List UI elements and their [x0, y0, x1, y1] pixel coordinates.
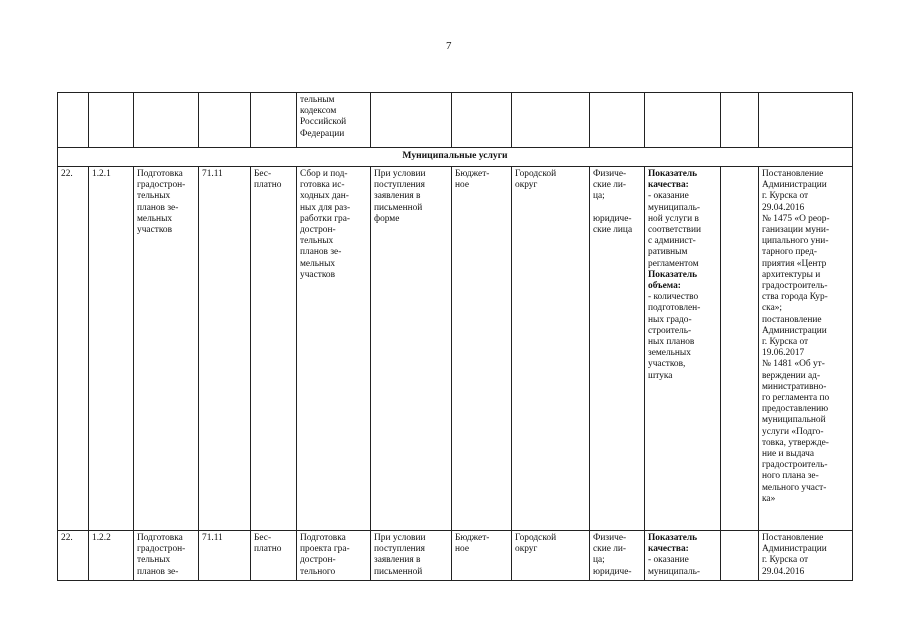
cell — [89, 93, 134, 148]
cell — [251, 93, 297, 148]
quality-indicator-label: Показатель качества: — [648, 169, 698, 191]
cell-conditions: При условии поступления заявления в письменной — [371, 531, 452, 581]
quality-indicator-text: - оказание муниципаль- ной услуги в соответствии с админист- ративным регламентом — [648, 191, 701, 269]
section-title: Муниципальные услуги — [58, 148, 853, 167]
cell-number: 22. — [58, 167, 89, 531]
cell-service-name: Подготовка градострон- тельных планов зе- мельных участков — [134, 167, 199, 531]
cell-legal-basis: Постановление Администрации г. Курска от 29.04.2016 № 1475 «О реор- ганизации муни- ципального уни- тарного пред- приятия «Центр архитектуры и градостроитель- ства города Кур- ска»; постановление Администрации г. Курска от 19.06.2017 № 1481 «Об ут- верждении ад- министративно- го регламента по предоставлению муниципальной услуги «Подго- товка, утвержде- ние и выдача градостроитель- ного плана зе- мельного участ- ка» — [759, 167, 853, 531]
cell-content: Подготовка проекта гра- дострон- тельного — [297, 531, 371, 581]
table-row — [58, 167, 853, 531]
cell-legal-basis: Постановление Администрации г. Курска от 29.04.2016 — [759, 531, 853, 581]
page-number: 7 — [446, 40, 452, 52]
cell-number: 22. — [58, 531, 89, 581]
cell — [721, 93, 759, 148]
section-header-row — [58, 148, 853, 167]
cell — [134, 93, 199, 148]
cell-consumers: Физиче- ские ли- ца; юридиче- — [590, 531, 645, 581]
cell — [58, 93, 89, 148]
cell-territory: Городской округ — [512, 531, 590, 581]
volume-indicator-text: - количество подготовлен- ных градо- строитель- ных планов земельных участков, штука — [648, 292, 701, 381]
cell-okved: 71.11 — [199, 167, 251, 531]
cell-budget: Бюджет- ное — [452, 167, 512, 531]
cell-extra — [721, 167, 759, 531]
cell-service-name: Подготовка градострон- тельных планов зе- — [134, 531, 199, 581]
cell-territory: Городской округ — [512, 167, 590, 531]
volume-indicator-label: Показатель объема: — [648, 269, 698, 292]
cell-payment: Бес- платно — [251, 531, 297, 581]
cell — [759, 93, 853, 148]
cell-okved: 71.11 — [199, 531, 251, 581]
cell-conditions: При условии поступления заявления в письменной форме — [371, 167, 452, 531]
table-row-continuation — [58, 93, 853, 148]
cell-budget: Бюджет- ное — [452, 531, 512, 581]
cell-code: 1.2.2 — [89, 531, 134, 581]
cell — [645, 93, 721, 148]
cell-payment: Бес- платно — [251, 167, 297, 531]
cell-consumers: Физиче- ские ли- ца; юридиче- ские лица — [590, 167, 645, 531]
services-table — [57, 92, 853, 581]
cell-indicators — [645, 531, 721, 581]
cell — [590, 93, 645, 148]
cell-code: 1.2.1 — [89, 167, 134, 531]
table-row — [58, 531, 853, 581]
quality-indicator-label: Показатель качества: — [648, 533, 698, 555]
cell-content: Сбор и под- готовка ис- ходных дан- ных для раз- работки гра- дострон- тельных планов зе- мельных участков — [297, 167, 371, 531]
cell — [199, 93, 251, 148]
cell — [452, 93, 512, 148]
cell — [371, 93, 452, 148]
quality-indicator-text: - оказание муниципаль- — [648, 555, 701, 577]
cell-indicators — [645, 167, 721, 531]
cell-content-continuation: тельным кодексом Российской Федерации — [297, 93, 371, 148]
cell-extra — [721, 531, 759, 581]
cell — [512, 93, 590, 148]
